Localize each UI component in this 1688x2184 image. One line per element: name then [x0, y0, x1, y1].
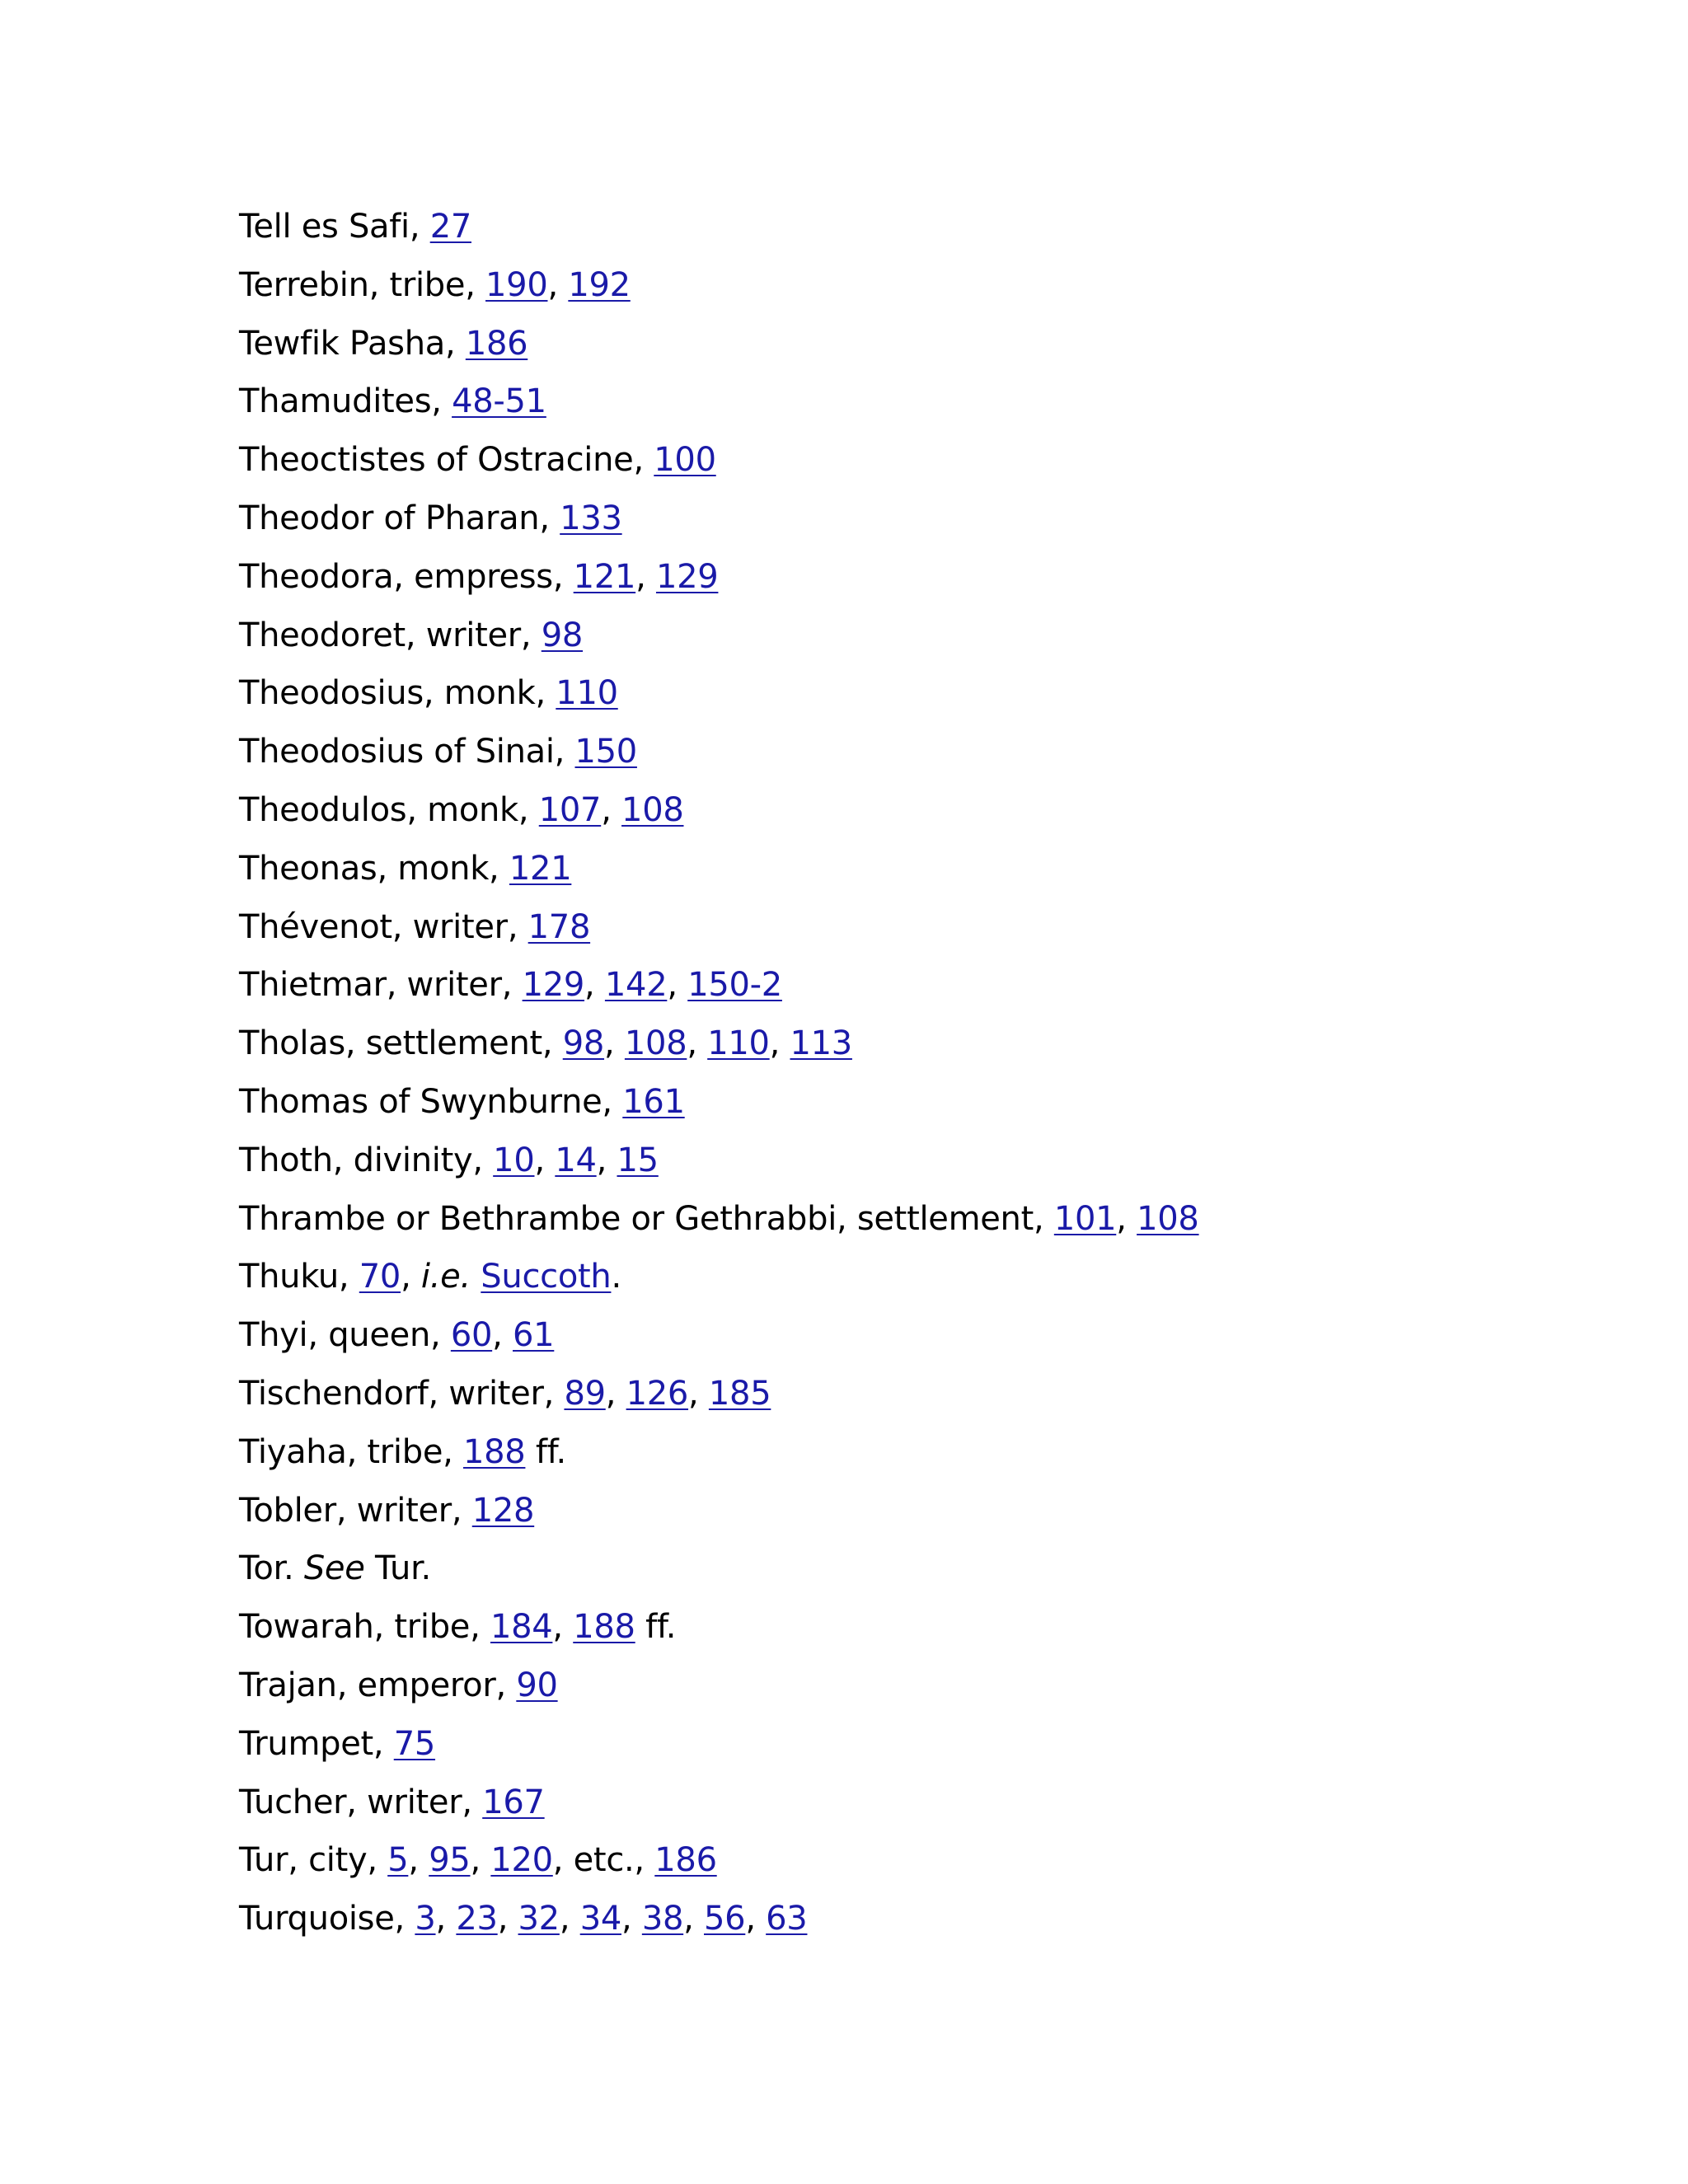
entry-text: ,: [687, 1024, 708, 1063]
page-reference-link[interactable]: 98: [562, 1024, 605, 1063]
entry-text: ff.: [525, 1432, 566, 1471]
index-entry: [239, 956, 1199, 1015]
entry-text: ,: [584, 966, 605, 1005]
index-entry: [239, 1365, 1199, 1423]
entry-text: Thrambe or Bethrambe or Gethrabbi, settlement,: [239, 1199, 1054, 1238]
entry-text: Trumpet,: [239, 1724, 394, 1763]
index-entry: [239, 1540, 1199, 1598]
entry-text: ,: [534, 1141, 556, 1179]
entry-text: Thamudites,: [239, 382, 452, 421]
page-reference-link[interactable]: 121: [509, 849, 572, 888]
page-reference-link[interactable]: 108: [1137, 1199, 1199, 1238]
page-reference-link[interactable]: 150-2: [687, 966, 782, 1005]
entry-text: Tucher, writer,: [239, 1783, 483, 1821]
entry-text: ,: [683, 1900, 704, 1938]
entry-text: .: [611, 1258, 621, 1296]
page-reference-link[interactable]: 32: [518, 1900, 560, 1938]
page-reference-link[interactable]: 100: [654, 441, 716, 480]
entry-text: ,: [601, 790, 622, 829]
index-entry: [239, 1657, 1199, 1715]
page-reference-link[interactable]: 150: [574, 733, 637, 771]
entry-text: ,: [635, 557, 656, 596]
index-entry: [239, 373, 1199, 431]
entry-text: ,: [745, 1900, 767, 1938]
entry-text: ,: [547, 265, 569, 304]
entry-text: Theodosius of Sinai,: [239, 733, 575, 771]
page-reference-link[interactable]: 178: [528, 907, 591, 946]
page-reference-link[interactable]: 110: [707, 1024, 770, 1063]
entry-text: Thomas of Swynburne,: [239, 1082, 623, 1121]
page-reference-link[interactable]: 110: [556, 674, 618, 713]
page-reference-link[interactable]: 23: [456, 1900, 498, 1938]
page-reference-link[interactable]: 121: [573, 557, 636, 596]
entry-text: Tholas, settlement,: [239, 1024, 563, 1063]
page-reference-link[interactable]: 129: [522, 966, 585, 1005]
page-reference-link[interactable]: 34: [579, 1900, 621, 1938]
entry-text: Tur, city,: [239, 1841, 388, 1880]
page-reference-link[interactable]: 120: [490, 1841, 553, 1880]
index-list: [239, 198, 1199, 1948]
page-reference-link[interactable]: 161: [622, 1082, 685, 1121]
index-entry: [239, 1073, 1199, 1132]
index-entry: [239, 1132, 1199, 1190]
entry-text: Terrebin, tribe,: [239, 265, 486, 304]
index-entry: [239, 781, 1199, 840]
entry-text: ,: [667, 966, 688, 1005]
page-reference-link[interactable]: 60: [450, 1316, 493, 1355]
page-reference-link[interactable]: 61: [513, 1316, 555, 1355]
entry-text: Turquoise,: [239, 1900, 415, 1938]
page-reference-link[interactable]: Succoth: [481, 1258, 612, 1296]
page-reference-link[interactable]: 48-51: [452, 382, 546, 421]
italic-text: See: [303, 1549, 365, 1588]
entry-text: Tiyaha, tribe,: [239, 1432, 463, 1471]
index-entry: [239, 840, 1199, 898]
entry-text: Thévenot, writer,: [239, 907, 528, 946]
entry-text: Theodora, empress,: [239, 557, 574, 596]
entry-text: ,: [435, 1900, 457, 1938]
page-reference-link[interactable]: 126: [626, 1374, 689, 1413]
entry-text: Tischendorf, writer,: [239, 1374, 565, 1413]
entry-text: Thietmar, writer,: [239, 966, 523, 1005]
entry-text: ,: [492, 1316, 513, 1355]
index-entry: [239, 723, 1199, 781]
entry-text: Tur.: [364, 1549, 431, 1588]
index-entry: [239, 198, 1199, 256]
page-reference-link[interactable]: 184: [490, 1608, 553, 1647]
entry-text: ,: [552, 1608, 574, 1647]
index-entry: [239, 256, 1199, 315]
page-reference-link[interactable]: 89: [564, 1374, 606, 1413]
entry-text: ,: [605, 1374, 626, 1413]
page-reference-link[interactable]: 98: [541, 616, 584, 654]
entry-text: ,: [497, 1900, 518, 1938]
index-entry: [239, 1715, 1199, 1774]
page-reference-link[interactable]: 70: [359, 1258, 401, 1296]
entry-text: [471, 1258, 481, 1296]
page-reference-link[interactable]: 5: [387, 1841, 409, 1880]
page-reference-link[interactable]: 56: [704, 1900, 746, 1938]
entry-text: Towarah, tribe,: [239, 1608, 490, 1647]
entry-text: ff.: [635, 1608, 677, 1647]
entry-text: Trajan, emperor,: [239, 1666, 517, 1704]
entry-text: Tor.: [239, 1549, 304, 1588]
entry-text: Theoctistes of Ostracine,: [239, 441, 654, 480]
entry-text: Tobler, writer,: [239, 1491, 472, 1530]
entry-text: Theodoret, writer,: [239, 616, 542, 654]
entry-text: ,: [1116, 1199, 1137, 1238]
index-entry: [239, 315, 1199, 373]
entry-text: Theodor of Pharan,: [239, 499, 560, 537]
entry-text: ,: [408, 1841, 429, 1880]
page-reference-link[interactable]: 186: [654, 1841, 717, 1880]
page-reference-link[interactable]: 90: [516, 1666, 558, 1704]
entry-text: ,: [688, 1374, 709, 1413]
entry-text: ,: [401, 1258, 421, 1296]
page-reference-link[interactable]: 108: [621, 790, 684, 829]
index-entry: [239, 1831, 1199, 1890]
index-entry: [239, 548, 1199, 607]
index-entry: [239, 607, 1199, 665]
page-reference-link[interactable]: 63: [766, 1900, 808, 1938]
entry-text: Tewfik Pasha,: [239, 324, 466, 363]
page-reference-link[interactable]: 190: [485, 265, 548, 304]
index-entry: [239, 1890, 1199, 1948]
index-entry: [239, 1248, 1199, 1306]
entry-text: ,: [596, 1141, 617, 1179]
index-entry: [239, 664, 1199, 723]
page-reference-link[interactable]: 101: [1053, 1199, 1117, 1238]
page-reference-link[interactable]: 128: [471, 1491, 535, 1530]
entry-text: Theonas, monk,: [239, 849, 509, 888]
page-reference-link[interactable]: 14: [555, 1141, 597, 1179]
index-entry: [239, 1306, 1199, 1365]
page-reference-link[interactable]: 107: [538, 790, 602, 829]
italic-text: i.e.: [420, 1258, 471, 1296]
page-reference-link[interactable]: 167: [482, 1783, 545, 1821]
page-reference-link[interactable]: 10: [493, 1141, 535, 1179]
page-reference-link[interactable]: 188: [462, 1432, 526, 1471]
index-entry: [239, 1423, 1199, 1482]
index-entry: [239, 490, 1199, 548]
page-reference-link[interactable]: 75: [393, 1724, 436, 1763]
entry-text: ,: [621, 1900, 642, 1938]
index-entry: [239, 1015, 1199, 1073]
page-reference-link[interactable]: 185: [708, 1374, 771, 1413]
index-entry: [239, 1598, 1199, 1657]
entry-text: , etc.,: [552, 1841, 655, 1880]
entry-text: ,: [470, 1841, 491, 1880]
page-reference-link[interactable]: 192: [568, 265, 631, 304]
page-reference-link[interactable]: 113: [790, 1024, 852, 1063]
entry-text: Thyi, queen,: [239, 1316, 451, 1355]
index-entry: [239, 1190, 1199, 1249]
page-reference-link[interactable]: 15: [617, 1141, 659, 1179]
page-reference-link[interactable]: 188: [573, 1608, 635, 1647]
page-reference-link[interactable]: 27: [429, 208, 471, 246]
index-entry: [239, 1774, 1199, 1832]
page-reference-link[interactable]: 129: [655, 557, 719, 596]
entry-text: Thoth, divinity,: [239, 1141, 494, 1179]
entry-text: ,: [559, 1900, 580, 1938]
entry-text: Thuku,: [239, 1258, 359, 1296]
entry-text: ,: [769, 1024, 790, 1063]
page-reference-link[interactable]: 38: [641, 1900, 684, 1938]
page-reference-link[interactable]: 108: [624, 1024, 687, 1063]
entry-text: Theodosius, monk,: [239, 674, 556, 713]
entry-text: Theodulos, monk,: [239, 790, 539, 829]
page-reference-link[interactable]: 186: [465, 324, 528, 363]
index-entry: [239, 1482, 1199, 1540]
page-reference-link[interactable]: 133: [560, 499, 622, 537]
entry-text: ,: [604, 1024, 625, 1063]
index-entry: [239, 898, 1199, 957]
page-reference-link[interactable]: 3: [415, 1900, 436, 1938]
entry-text: Tell es Safi,: [239, 208, 430, 246]
page-reference-link[interactable]: 95: [429, 1841, 471, 1880]
page-reference-link[interactable]: 142: [604, 966, 668, 1005]
index-entry: [239, 431, 1199, 490]
